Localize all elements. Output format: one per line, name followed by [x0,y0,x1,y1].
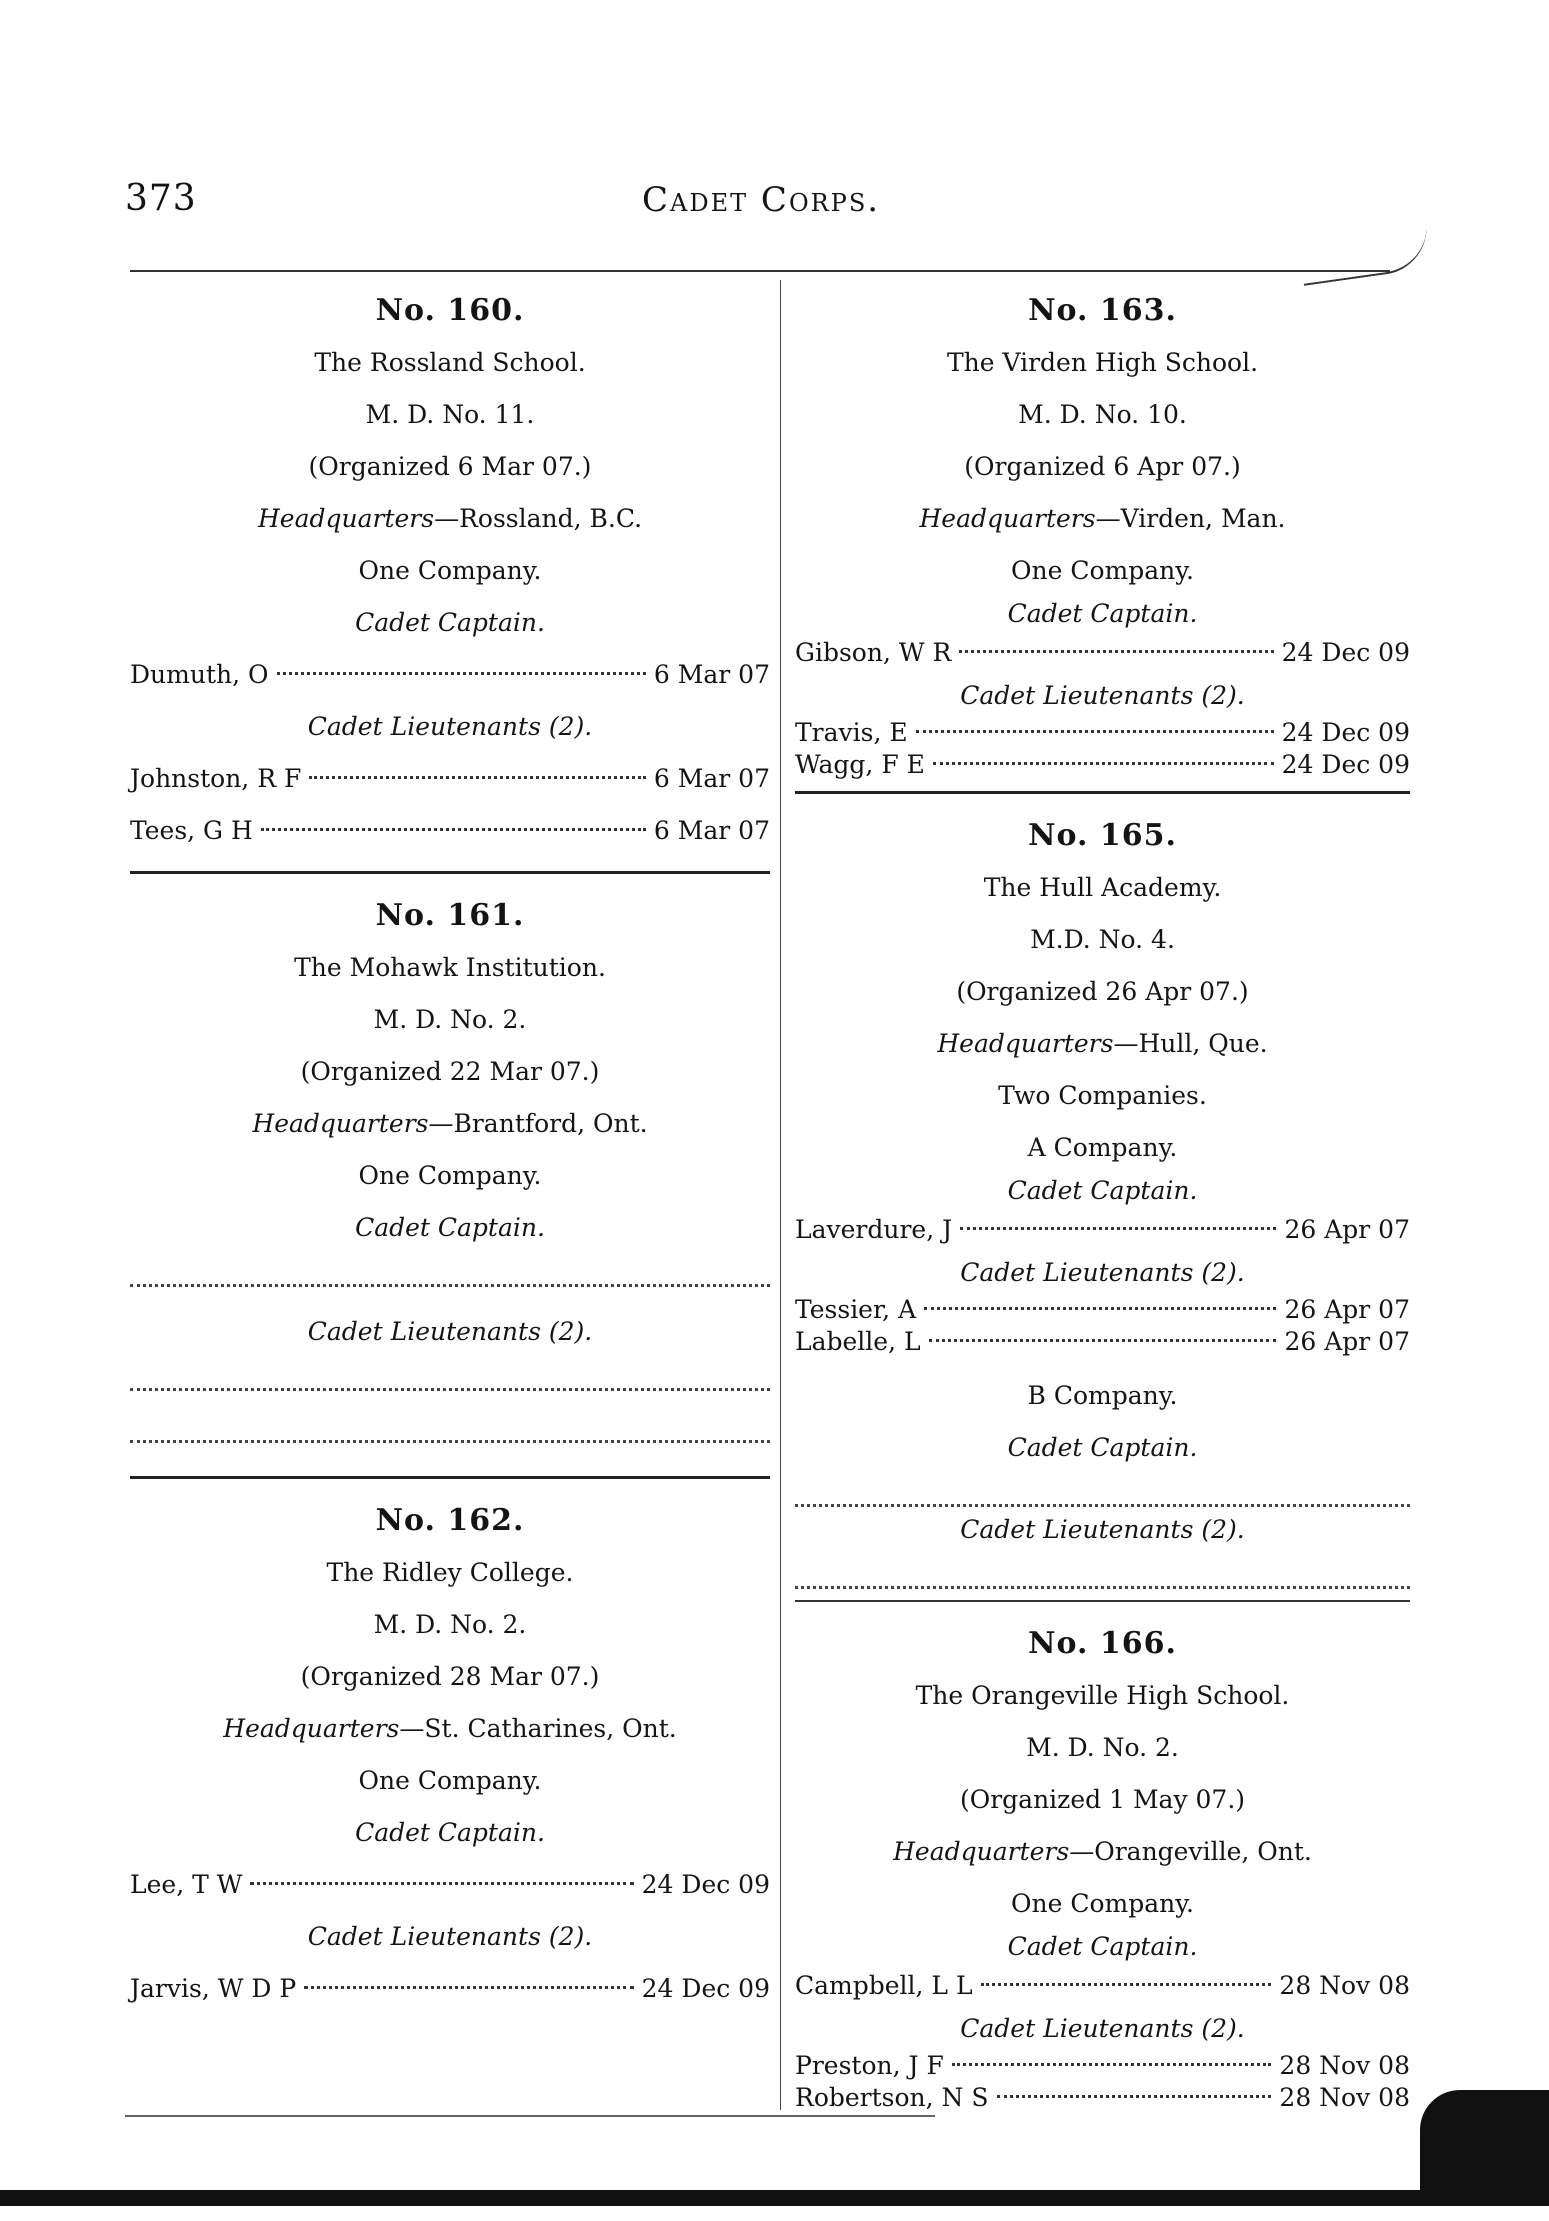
entry-date: 24 Dec 09 [641,1974,770,2003]
entry-date: 24 Dec 09 [1281,718,1410,747]
captain-entry [795,1208,1410,1252]
captain-entry [130,649,770,701]
military-district: M.D. No. 4. [1030,925,1175,954]
entry-date: 28 Nov 08 [1279,2051,1410,2080]
entry-date: 28 Nov 08 [1279,1971,1410,2000]
leader-dots [304,1986,633,1989]
entry-name: Laverdure, J [795,1215,953,1244]
entry-name: Gibson, W R [795,638,952,667]
company-count: One Company. [1011,1889,1194,1918]
column-divider [780,280,781,2110]
headquarters-label: Headquarters [223,1714,400,1743]
entry-name: Labelle, L [795,1327,921,1356]
military-district: M. D. No. 10. [1018,400,1187,429]
organized-date: (Organized 22 Mar 07.) [300,1057,600,1086]
blank-entry-line [130,1410,770,1462]
captain-heading: Cadet Captain. [1007,1932,1198,1961]
leader-dots [309,776,646,779]
entry-name: Robertson, N S [795,2083,989,2112]
corps-number: No. 160. [375,293,525,328]
company-a-heading: A Company. [1027,1133,1178,1162]
lieutenant-entry [130,805,770,857]
entry-name: Jarvis, W D P [130,1974,297,2003]
lieutenant-entry [795,1326,1410,1358]
school-name: The Mohawk Institution. [294,953,606,982]
school-name: The Hull Academy. [983,873,1222,902]
entry-name: Tessier, A [795,1295,917,1324]
corps-163 [795,285,1410,781]
left-column [130,285,770,2015]
headquarters-label: Headquarters [893,1837,1070,1866]
headquarters-value: —Virden, Man. [1095,504,1286,533]
company-count: One Company. [358,1161,542,1190]
right-column [795,285,1410,2114]
leader-dots [250,1882,633,1885]
company-count: One Company. [358,556,542,585]
section-rule [795,791,1410,794]
headquarters [795,493,1410,545]
entry-name: Travis, E [795,718,908,747]
headquarters-value: —Rossland, B.C. [434,504,643,533]
entry-date: 28 Nov 08 [1279,2083,1410,2112]
leader-dots [924,1307,1276,1310]
organized-date: (Organized 26 Apr 07.) [956,977,1249,1006]
corps-number: No. 162. [375,1503,525,1538]
lieutenant-entry [130,1963,770,2015]
top-rule-curl [1297,221,1432,286]
military-district: M. D. No. 2. [1026,1733,1179,1762]
company-count: One Company. [358,1766,542,1795]
military-district: M. D. No. 2. [373,1610,527,1639]
captain-entry [795,1964,1410,2008]
blank-entry-line [130,1254,770,1306]
organized-date: (Organized 1 May 07.) [959,1785,1246,1814]
company-count: Two Companies. [998,1081,1207,1110]
captain-heading: Cadet Captain. [1007,599,1198,628]
captain-entry [130,1859,770,1911]
section-rule [130,871,770,874]
military-district: M. D. No. 11. [365,400,535,429]
organized-date: (Organized 6 Mar 07.) [308,452,592,481]
headquarters [130,493,770,545]
corps-number: No. 166. [1028,1626,1177,1661]
headquarters [795,1018,1410,1070]
captain-heading: Cadet Captain. [1007,1433,1198,1462]
leader-dots [981,1983,1272,1986]
lieutenant-entry [795,717,1410,749]
entry-name: Wagg, F E [795,750,925,779]
scan-edge-shadow [1420,2090,1549,2200]
lieutenant-entry [795,2082,1410,2114]
leader-dots [960,1227,1276,1230]
lieutenant-entry [130,753,770,805]
leader-dots [277,672,646,675]
entry-name: Dumuth, O [130,660,269,689]
section-rule [130,1476,770,1479]
captain-heading: Cadet Captain. [355,1213,545,1242]
blank-entry-line [795,1474,1410,1504]
leader-dots [952,2063,1272,2066]
section-rule [795,1600,1410,1602]
headquarters [795,1826,1410,1878]
entry-name: Preston, J F [795,2051,944,2080]
captain-heading: Cadet Captain. [1007,1176,1198,1205]
headquarters-label: Headquarters [919,504,1096,533]
entry-name: Tees, G H [130,816,253,845]
school-name: The Virden High School. [946,348,1259,377]
company-b-heading: B Company. [1027,1381,1178,1410]
company-count: One Company. [1011,556,1194,585]
lieutenants-heading: Cadet Lieutenants (2). [960,1515,1245,1544]
lieutenants-heading: Cadet Lieutenants (2). [960,2014,1245,2043]
entry-date: 26 Apr 07 [1284,1295,1410,1324]
page-number: 373 [125,178,197,219]
captain-entry [795,631,1410,675]
corps-161 [130,890,770,1462]
leader-dots [997,2095,1272,2098]
leader-dots [929,1339,1277,1342]
lieutenants-heading: Cadet Lieutenants (2). [307,1922,593,1951]
entry-date: 24 Dec 09 [1281,638,1410,667]
captain-heading: Cadet Captain. [355,608,545,637]
leader-dots [916,730,1274,733]
entry-date: 6 Mar 07 [653,816,770,845]
organized-date: (Organized 6 Apr 07.) [964,452,1241,481]
blank-entry-line [795,1556,1410,1586]
leader-dots [933,762,1274,765]
lieutenants-heading: Cadet Lieutenants (2). [960,1258,1245,1287]
corps-166 [795,1618,1410,2114]
entry-name: Lee, T W [130,1870,243,1899]
entry-date: 26 Apr 07 [1284,1215,1410,1244]
scan-bottom-edge [0,2190,1549,2206]
corps-162 [130,1495,770,2015]
school-name: The Orangeville High School. [915,1681,1290,1710]
lieutenants-heading: Cadet Lieutenants (2). [960,681,1245,710]
leader-dots [959,650,1273,653]
lieutenant-entry [795,749,1410,781]
school-name: The Ridley College. [326,1558,574,1587]
headquarters-value: —Brantford, Ont. [428,1109,648,1138]
headquarters-value: —Hull, Que. [1113,1029,1268,1058]
school-name: The Rossland School. [314,348,586,377]
military-district: M. D. No. 2. [373,1005,527,1034]
leader-dots [261,828,646,831]
blank-entry-line [130,1358,770,1410]
bottom-rule [125,2115,935,2117]
entry-date: 24 Dec 09 [641,1870,770,1899]
entry-date: 6 Mar 07 [653,764,770,793]
corps-number: No. 165. [1028,818,1177,853]
headquarters [130,1703,770,1755]
corps-number: No. 163. [1028,293,1177,328]
headquarters [130,1098,770,1150]
top-rule [130,270,1390,272]
organized-date: (Organized 28 Mar 07.) [300,1662,600,1691]
entry-date: 26 Apr 07 [1284,1327,1410,1356]
page-title: Cadet Corps. [642,180,881,220]
corps-165 [795,810,1410,1586]
corps-160 [130,285,770,857]
headquarters-label: Headquarters [937,1029,1114,1058]
headquarters-label: Headquarters [252,1109,429,1138]
corps-number: No. 161. [375,898,525,933]
lieutenant-entry [795,2050,1410,2082]
entry-name: Johnston, R F [130,764,302,793]
entry-date: 24 Dec 09 [1281,750,1410,779]
lieutenants-heading: Cadet Lieutenants (2). [307,1317,593,1346]
lieutenant-entry [795,1294,1410,1326]
entry-date: 6 Mar 07 [653,660,770,689]
headquarters-value: —St. Catharines, Ont. [399,1714,677,1743]
headquarters-value: —Orangeville, Ont. [1069,1837,1312,1866]
entry-name: Campbell, L L [795,1971,973,2000]
lieutenants-heading: Cadet Lieutenants (2). [307,712,593,741]
captain-heading: Cadet Captain. [355,1818,545,1847]
headquarters-label: Headquarters [257,504,435,533]
